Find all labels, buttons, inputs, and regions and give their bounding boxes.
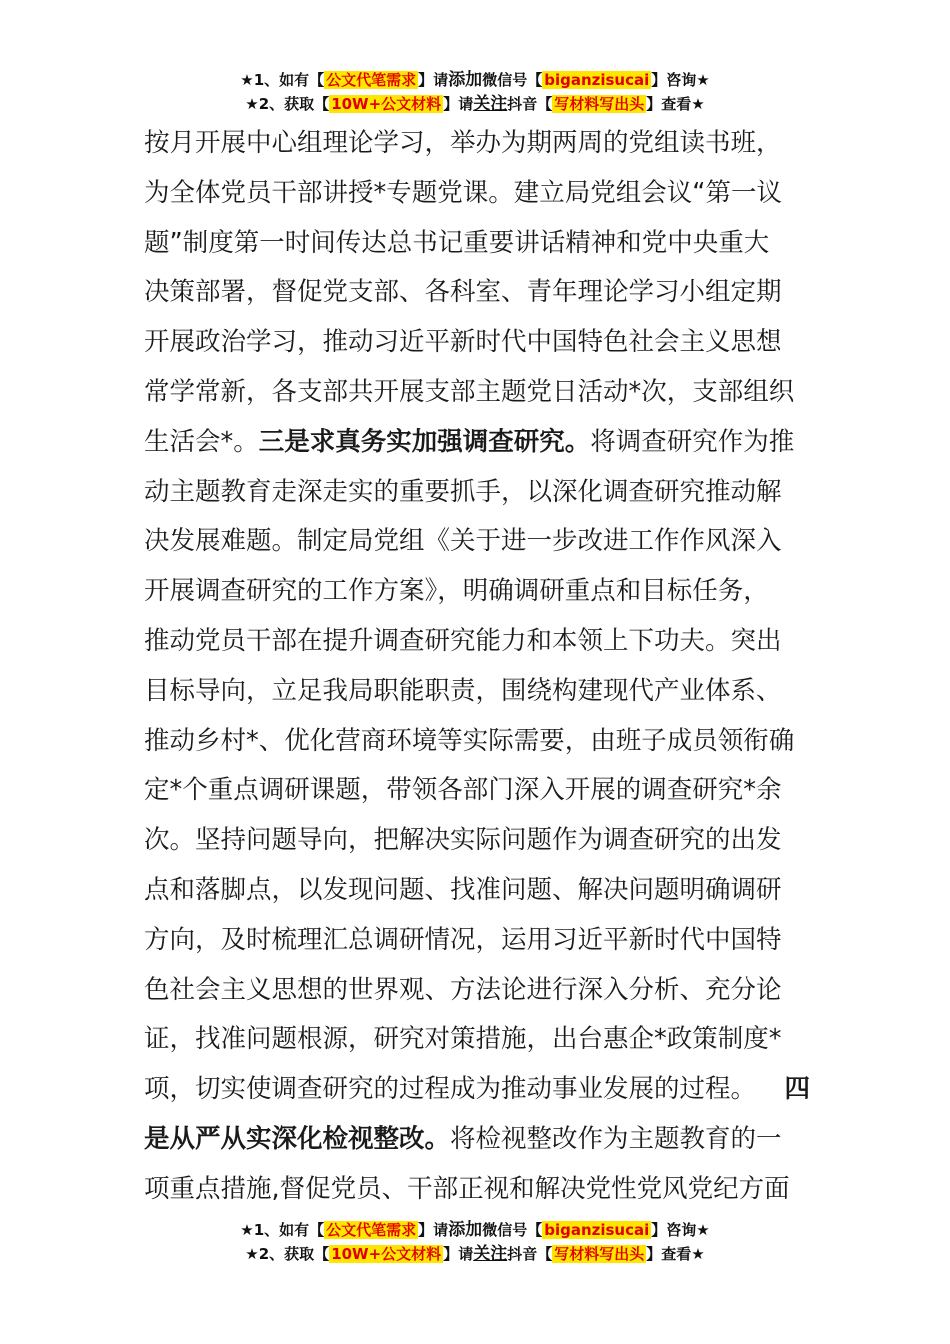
body-line: 项重点措施,督促党员、干部正视和解决党性党风党纪方面: [144, 1173, 790, 1204]
header-banner: [0, 68, 950, 116]
highlight-douyin-id: 写材料写出头: [554, 95, 645, 113]
body-line: 目标导向，立足我局职能职责，围绕构建现代产业体系、: [144, 675, 782, 706]
banner-text: 】请: [418, 1221, 449, 1239]
banner-line-2: [0, 1242, 950, 1266]
body-line: [144, 418, 810, 468]
banner-text: 微信号【: [482, 71, 543, 89]
body-line: 常学常新，各支部共开展支部主题党日活动*次，支部组织: [144, 376, 795, 407]
highlight-materials: 10W+公文材料: [331, 95, 442, 113]
banner-text: 】查看★: [646, 1245, 705, 1263]
highlight-service: 公文代笔需求: [326, 1221, 417, 1239]
banner-text: 添加: [448, 70, 483, 90]
highlight-materials: 10W+公文材料: [331, 1245, 442, 1263]
banner-text: 】请: [443, 1245, 474, 1263]
banner-text: 】请: [443, 95, 474, 113]
body-line: 开展政治学习，推动习近平新时代中国特色社会主义思想: [144, 327, 782, 358]
body-line: 色社会主义思想的世界观、方法论进行深入分析、充分论: [144, 974, 782, 1005]
body-line: 定*个重点调研课题，带领各部门深入开展的调查研究*余: [144, 775, 782, 806]
banner-text: 】查看★: [646, 95, 705, 113]
banner-text: ★1、如有【: [240, 71, 325, 89]
banner-line-1: [0, 68, 950, 92]
banner-text: 抖音【: [507, 1245, 553, 1263]
banner-text: 】请: [418, 71, 449, 89]
section-heading-4-start: 四: [784, 1074, 810, 1105]
highlight-service: 公文代笔需求: [326, 71, 417, 89]
document-body: [144, 119, 810, 1215]
banner-text: ★2、获取【: [245, 95, 330, 113]
body-text: 将调查研究作为推: [590, 426, 795, 457]
banner-text: 添加: [448, 1220, 483, 1240]
banner-text: 微信号【: [482, 1221, 543, 1239]
highlight-wechat-id: biganzisucai: [544, 71, 650, 89]
body-line: [144, 1115, 810, 1165]
banner-line-1: [0, 1218, 950, 1242]
banner-text: 】咨询★: [651, 71, 710, 89]
body-line: [144, 1065, 810, 1115]
banner-text: ★2、获取【: [245, 1245, 330, 1263]
body-line: 证，找准问题根源，研究对策措施，出台惠企*政策制度*: [144, 1024, 782, 1055]
highlight-wechat-id: biganzisucai: [544, 1221, 650, 1239]
body-text: 将检视整改作为主题教育的一: [450, 1123, 782, 1154]
body-line: 为全体党员干部讲授*专题党课。建立局党组会议“第一议: [144, 177, 782, 208]
body-line: 推动乡村*、优化营商环境等实际需要，由班子成员领衔确: [144, 725, 795, 756]
footer-banner: [0, 1218, 950, 1266]
body-text: 生活会*。: [144, 426, 259, 457]
banner-text: 关注: [473, 94, 508, 114]
body-line: 题”制度第一时间传达总书记重要讲话精神和党中央重大: [144, 227, 770, 258]
body-line: 点和落脚点，以发现问题、找准问题、解决问题明确调研: [144, 874, 782, 905]
body-line: 决策部署，督促党支部、各科室、青年理论学习小组定期: [144, 277, 782, 308]
body-line: 方向，及时梳理汇总调研情况，运用习近平新时代中国特: [144, 924, 782, 955]
banner-text: 】咨询★: [651, 1221, 710, 1239]
body-line: 开展调查研究的工作方案》，明确调研重点和目标任务，: [144, 576, 769, 607]
banner-line-2: [0, 92, 950, 116]
section-heading-4: 是从严从实深化检视整改。: [144, 1123, 451, 1154]
body-line: 按月开展中心组理论学习，举办为期两周的党组读书班，: [144, 128, 782, 158]
highlight-douyin-id: 写材料写出头: [554, 1245, 645, 1263]
body-text: 项，切实使调查研究的过程成为推动事业发展的过程。: [144, 1074, 757, 1105]
section-heading-3: 三是求真务实加强调查研究。: [258, 426, 591, 457]
body-line: 决发展难题。制定局党组《关于进一步改进工作作风深入: [144, 526, 782, 557]
body-line: 推动党员干部在提升调查研究能力和本领上下功夫。突出: [144, 625, 782, 656]
body-line: 次。坚持问题导向，把解决实际问题作为调查研究的出发: [144, 825, 782, 856]
banner-text: 关注: [473, 1244, 508, 1264]
banner-text: ★1、如有【: [240, 1221, 325, 1239]
banner-text: 抖音【: [507, 95, 553, 113]
body-line: 动主题教育走深走实的重要抓手，以深化调查研究推动解: [144, 476, 782, 507]
